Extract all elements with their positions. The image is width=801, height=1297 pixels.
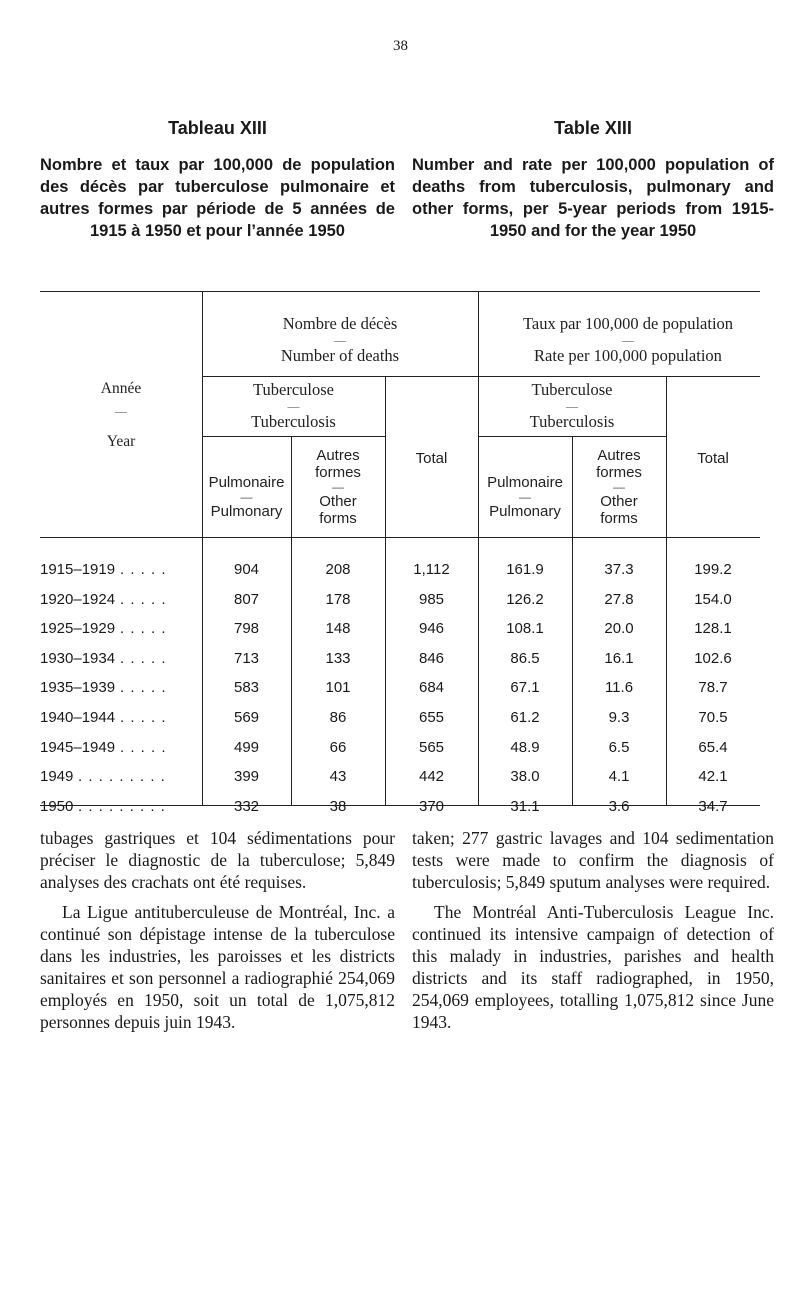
value-cell: 904 xyxy=(233,561,260,578)
deaths-other-dash: — xyxy=(332,480,344,494)
value-cell: 161.9 xyxy=(506,561,544,578)
year-header-fr: Année xyxy=(100,380,142,397)
value-cell: 70.5 xyxy=(698,709,728,726)
english-body xyxy=(412,827,774,1041)
value-cell: 9.3 xyxy=(608,709,630,726)
value-cell: 4.1 xyxy=(608,768,630,786)
value-cell: 370 xyxy=(418,797,445,815)
deaths-header-fr: Nombre de décès xyxy=(282,314,398,333)
table-tb-rule-left xyxy=(202,436,385,437)
value-cell: 128.1 xyxy=(694,620,732,638)
rate-header-en: Rate per 100,000 population xyxy=(534,346,722,365)
value-cell: 34.7 xyxy=(698,797,728,815)
leader-dots: . . . . . xyxy=(120,620,167,638)
year-cell: 1920–1924 xyxy=(40,590,116,608)
leader-dots: . . . . . xyxy=(120,679,167,697)
value-cell: 1,112 xyxy=(413,561,450,578)
deaths-pulmonary-dash: — xyxy=(240,490,253,504)
deaths-tb-header xyxy=(202,380,385,432)
value-cell: 565 xyxy=(418,738,445,756)
deaths-other-header xyxy=(291,447,385,527)
leader-dots: . . . . . . . . . xyxy=(78,768,166,786)
value-cell: 178 xyxy=(325,590,351,608)
value-cell: 442 xyxy=(418,768,445,786)
rate-pulmonary-header xyxy=(478,458,572,520)
value-cell: 713 xyxy=(233,649,260,667)
deaths-total-header xyxy=(385,450,478,467)
value-cell: 946 xyxy=(418,620,445,638)
value-cell: 569 xyxy=(233,709,260,726)
year-header-dash: — xyxy=(115,404,127,418)
year-cell: 1940–1944 xyxy=(40,709,116,726)
leader-dots: . . . . . xyxy=(120,649,167,667)
year-cell: 1930–1934 xyxy=(40,649,116,667)
rate-tb-dash: — xyxy=(566,399,578,413)
value-cell: 20.0 xyxy=(604,620,634,638)
rate-header xyxy=(478,314,778,366)
leader-dots: . . . . . xyxy=(120,709,167,726)
value-cell: 86.5 xyxy=(510,649,540,667)
value-cell: 108.1 xyxy=(506,620,544,638)
year-cell: 1945–1949 xyxy=(40,738,116,756)
rate-header-fr: Taux par 100,000 de population xyxy=(522,314,734,333)
year-cell: 1935–1939 xyxy=(40,679,116,697)
value-cell: 42.1 xyxy=(698,768,728,786)
rate-pulmonary-fr: Pulmonaire xyxy=(487,474,563,491)
rate-other-dash: — xyxy=(613,480,625,494)
value-cell: 126.2 xyxy=(506,590,544,608)
deaths-pulmonary-fr: Pulmonaire xyxy=(208,474,285,491)
value-cell: 37.3 xyxy=(604,561,634,578)
table-header-bottom-rule xyxy=(40,537,760,538)
value-cell: 6.5 xyxy=(608,738,630,756)
year-header xyxy=(40,380,202,451)
value-cell: 102.6 xyxy=(694,649,732,667)
value-cell: 27.8 xyxy=(604,590,634,608)
deaths-other-fr: Autres formes xyxy=(315,447,361,481)
value-cell: 78.7 xyxy=(698,679,728,697)
rate-total-label: Total xyxy=(697,450,729,467)
french-paragraph-2: La Ligue antituberculeuse de Montréal, Inc. a continué son dépistage intense de la tuberculose dans les industries, les paroisses et les districts sanitaires et son personnel a radiographié 254,069 employés en 1950, soit un total de 1,075,812 personnes depuis juin 1943. xyxy=(40,902,395,1032)
deaths-tb-dash: — xyxy=(287,399,300,413)
deaths-header-dash: — xyxy=(334,333,346,347)
rate-other-en: Other forms xyxy=(600,493,638,527)
leader-dots: . . . . . xyxy=(120,590,167,608)
value-cell: 65.4 xyxy=(698,738,728,756)
leader-dots: . . . . . . . . . xyxy=(78,797,166,815)
deaths-tb-header-fr: Tuberculose xyxy=(253,380,334,399)
rate-tb-header-fr: Tuberculose xyxy=(531,380,613,399)
deaths-other-en: Other forms xyxy=(319,493,357,527)
value-cell: 133 xyxy=(325,649,351,667)
value-cell: 43 xyxy=(329,768,347,786)
value-cell: 655 xyxy=(418,709,445,726)
table-subheader-rule xyxy=(202,376,760,377)
value-cell: 11.6 xyxy=(604,679,634,697)
deaths-pulmonary-header xyxy=(202,458,291,520)
value-cell: 798 xyxy=(233,620,260,638)
english-caption: Number and rate per 100,000 population of deaths from tuberculosis, pulmonary and other forms, per 5-year periods from 1915-1950 and for the year 1950 xyxy=(412,156,774,240)
value-cell: 148 xyxy=(325,620,351,638)
english-table-title: Table XIII xyxy=(554,118,632,138)
deaths-pulmonary-en: Pulmonary xyxy=(210,503,283,520)
value-cell: 154.0 xyxy=(694,590,732,608)
leader-dots: . . . . . xyxy=(120,738,167,756)
deaths-header xyxy=(202,314,478,366)
year-cell: 1950 xyxy=(40,797,74,815)
value-cell: 846 xyxy=(418,649,445,667)
value-cell: 31.1 xyxy=(510,797,540,815)
value-cell: 332 xyxy=(233,797,260,815)
rate-other-fr: Autres formes xyxy=(596,447,642,481)
year-cell: 1949 xyxy=(40,768,74,786)
year-cell: 1925–1929 xyxy=(40,620,116,638)
deaths-tb-header-en: Tuberculosis xyxy=(251,412,336,431)
value-cell: 3.6 xyxy=(608,797,630,815)
leader-dots: . . . . . xyxy=(120,561,167,578)
value-cell: 583 xyxy=(233,679,260,697)
value-cell: 985 xyxy=(418,590,445,608)
value-cell: 16.1 xyxy=(604,649,634,667)
value-cell: 66 xyxy=(329,738,347,756)
french-caption: Nombre et taux par 100,000 de population des décès par tuberculose pulmonaire et autres formes par période de 5 années de 1915 à 1950 et pour l’année 1950 xyxy=(40,156,395,240)
english-paragraph-2: The Montréal Anti-Tuberculosis League Inc. continued its intensive campaign of detection of this malady in industries, parishes and health districts and its staff radiographed, in 1950, 254,069 employees, totalling 1,075,812 since June 1943. xyxy=(412,902,774,1032)
rate-total-header xyxy=(666,450,760,467)
value-cell: 38 xyxy=(329,797,347,815)
deaths-total-label: Total xyxy=(415,450,448,467)
value-cell: 67.1 xyxy=(510,679,540,697)
value-cell: 38.0 xyxy=(510,768,540,786)
english-paragraph-1: taken; 277 gastric lavages and 104 sedimentation tests were made to confirm the diagnosis of tuberculosis; 5,849 sputum analyses were required. xyxy=(412,828,774,892)
rate-tb-header-en: Tuberculosis xyxy=(529,412,615,431)
value-cell: 684 xyxy=(418,679,445,697)
value-cell: 86 xyxy=(329,709,347,726)
french-table-title: Tableau XIII xyxy=(168,118,267,138)
table-top-rule xyxy=(40,291,760,292)
value-cell: 208 xyxy=(325,561,351,578)
rate-header-dash: — xyxy=(622,333,634,347)
rate-pulmonary-dash: — xyxy=(519,490,531,504)
year-cell: 1915–1919 xyxy=(40,561,116,578)
value-cell: 499 xyxy=(233,738,260,756)
page-number: 38 xyxy=(393,38,408,54)
rate-tb-header xyxy=(478,380,666,432)
value-cell: 101 xyxy=(325,679,351,697)
french-body xyxy=(40,827,395,1041)
year-header-en: Year xyxy=(106,433,136,450)
french-paragraph-1: tubages gastriques et 104 sédimentations pour préciser le diagnostic de la tuberculose; 5,849 analyses des crachats ont été requises. xyxy=(40,828,395,892)
deaths-header-en: Number of deaths xyxy=(280,346,400,365)
rate-pulmonary-en: Pulmonary xyxy=(489,503,561,520)
value-cell: 48.9 xyxy=(510,738,540,756)
value-cell: 199.2 xyxy=(694,561,732,578)
value-cell: 807 xyxy=(233,590,260,608)
value-cell: 61.2 xyxy=(510,709,540,726)
value-cell: 399 xyxy=(233,768,260,786)
rate-other-header xyxy=(572,447,666,527)
